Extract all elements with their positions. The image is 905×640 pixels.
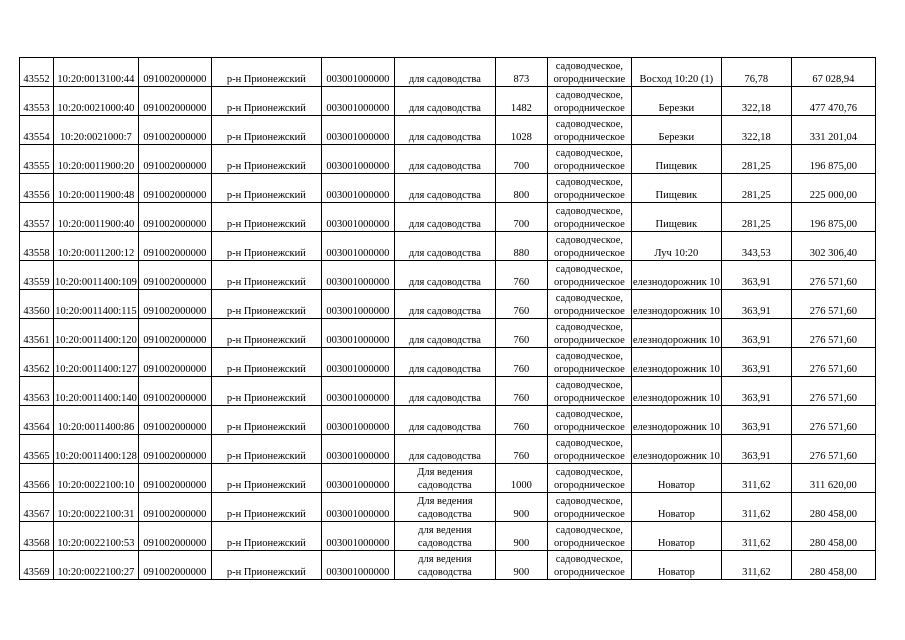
oktmo-code-cell: 003001000000 [321, 493, 394, 522]
okato-code-cell: 091002000000 [138, 261, 211, 290]
permitted-use-cell [394, 87, 495, 116]
table-row [20, 290, 876, 319]
land-category-line-2: огородническое [553, 509, 625, 520]
permitted-use-line-2: садоводства [417, 538, 472, 549]
land-category-cell [547, 232, 631, 261]
permitted-use-line-2: для садоводства [408, 103, 481, 114]
district-name-cell: р-н Прионежский [211, 203, 321, 232]
land-category-line-1: садоводческое, [555, 119, 624, 130]
land-category-cell [547, 377, 631, 406]
okato-code-cell: 091002000000 [138, 203, 211, 232]
permitted-use-line-2: для садоводства [408, 161, 481, 172]
cadastral-value-cell: 276 571,60 [791, 319, 875, 348]
land-category-line-1: садоводческое, [555, 351, 624, 362]
row-id-cell: 43567 [20, 493, 54, 522]
table-row [20, 87, 876, 116]
row-id-cell: 43568 [20, 522, 54, 551]
garden-association-cell [631, 348, 721, 377]
land-category-line-2: огородническое [553, 190, 625, 201]
garden-association-cell [631, 116, 721, 145]
district-name-cell: р-н Прионежский [211, 174, 321, 203]
garden-association-text: Новатор [657, 567, 695, 578]
oktmo-code-cell: 003001000000 [321, 87, 394, 116]
table-row [20, 145, 876, 174]
land-category-line-1: садоводческое, [555, 438, 624, 449]
district-name-cell: р-н Прионежский [211, 261, 321, 290]
oktmo-code-cell: 003001000000 [321, 348, 394, 377]
permitted-use-cell [394, 406, 495, 435]
cadastral-number-cell: 10:20:0022100:10 [54, 464, 139, 493]
permitted-use-cell [394, 290, 495, 319]
row-id-cell: 43553 [20, 87, 54, 116]
land-category-line-2: огородническое [553, 538, 625, 549]
garden-association-cell [631, 58, 721, 87]
plot-area-cell: 760 [495, 348, 547, 377]
cadastral-value-cell: 276 571,60 [791, 290, 875, 319]
land-category-line-1: садоводческое, [555, 264, 624, 275]
cadastral-number-cell: 10:20:0011400:120 [54, 319, 139, 348]
plot-area-cell: 760 [495, 290, 547, 319]
okato-code-cell: 091002000000 [138, 116, 211, 145]
permitted-use-cell [394, 58, 495, 87]
row-id-cell: 43561 [20, 319, 54, 348]
land-category-cell [547, 406, 631, 435]
okato-code-cell: 091002000000 [138, 551, 211, 580]
permitted-use-cell [394, 232, 495, 261]
cadastral-value-cell: 196 875,00 [791, 203, 875, 232]
cadastral-value-cell: 302 306,40 [791, 232, 875, 261]
permitted-use-line-2: для садоводства [408, 74, 481, 85]
cadastral-number-cell: 10:20:0011400:109 [54, 261, 139, 290]
permitted-use-cell [394, 551, 495, 580]
garden-association-text: Восход 10:20 (1) [639, 74, 714, 85]
oktmo-code-cell: 003001000000 [321, 435, 394, 464]
row-id-cell: 43552 [20, 58, 54, 87]
land-category-line-1: садоводческое, [555, 554, 624, 565]
district-name-cell: р-н Прионежский [211, 551, 321, 580]
cadastral-number-cell: 10:20:0021000:7 [54, 116, 139, 145]
table-row [20, 435, 876, 464]
permitted-use-cell [394, 522, 495, 551]
specific-value-cell: 281,25 [721, 174, 791, 203]
plot-area-cell: 700 [495, 203, 547, 232]
garden-association-cell [631, 406, 721, 435]
oktmo-code-cell: 003001000000 [321, 377, 394, 406]
garden-association-text: Пищевик [655, 219, 698, 230]
cadastral-number-cell: 10:20:0021000:40 [54, 87, 139, 116]
plot-area-cell: 1000 [495, 464, 547, 493]
permitted-use-line-2: для садоводства [408, 277, 481, 288]
specific-value-cell: 281,25 [721, 145, 791, 174]
table-row [20, 58, 876, 87]
garden-association-cell [631, 464, 721, 493]
garden-association-cell [631, 87, 721, 116]
specific-value-cell: 322,18 [721, 87, 791, 116]
okato-code-cell: 091002000000 [138, 377, 211, 406]
oktmo-code-cell: 003001000000 [321, 290, 394, 319]
cadastral-number-cell: 10:20:0011400:127 [54, 348, 139, 377]
table-row [20, 406, 876, 435]
permitted-use-line-2: садоводства [417, 480, 472, 491]
row-id-cell: 43569 [20, 551, 54, 580]
land-category-cell [547, 348, 631, 377]
land-category-cell [547, 58, 631, 87]
land-category-cell [547, 522, 631, 551]
land-plots-table [19, 57, 876, 580]
permitted-use-line-1: Для ведения [417, 467, 473, 478]
cadastral-number-cell: 10:20:0022100:27 [54, 551, 139, 580]
specific-value-cell: 363,91 [721, 319, 791, 348]
specific-value-cell: 363,91 [721, 406, 791, 435]
district-name-cell: р-н Прионежский [211, 58, 321, 87]
land-category-cell [547, 203, 631, 232]
cadastral-value-cell: 276 571,60 [791, 348, 875, 377]
permitted-use-line-2: садоводства [417, 567, 472, 578]
okato-code-cell: 091002000000 [138, 464, 211, 493]
permitted-use-cell [394, 348, 495, 377]
land-category-line-1: садоводческое, [555, 61, 624, 72]
cadastral-number-cell: 10:20:0022100:53 [54, 522, 139, 551]
cadastral-number-cell: 10:20:0011900:20 [54, 145, 139, 174]
okato-code-cell: 091002000000 [138, 174, 211, 203]
garden-association-cell [631, 232, 721, 261]
permitted-use-cell [394, 116, 495, 145]
specific-value-cell: 363,91 [721, 290, 791, 319]
cadastral-number-cell: 10:20:0011400:86 [54, 406, 139, 435]
garden-association-text: Новатор [657, 509, 695, 520]
table-row [20, 174, 876, 203]
district-name-cell: р-н Прионежский [211, 493, 321, 522]
cadastral-value-cell: 225 000,00 [791, 174, 875, 203]
oktmo-code-cell: 003001000000 [321, 406, 394, 435]
row-id-cell: 43564 [20, 406, 54, 435]
land-category-line-2: огородническое [553, 161, 625, 172]
permitted-use-cell [394, 493, 495, 522]
okato-code-cell: 091002000000 [138, 522, 211, 551]
permitted-use-line-1: Для ведения [417, 496, 473, 507]
cadastral-value-cell: 276 571,60 [791, 261, 875, 290]
row-id-cell: 43563 [20, 377, 54, 406]
district-name-cell: р-н Прионежский [211, 145, 321, 174]
cadastral-value-cell: 280 458,00 [791, 493, 875, 522]
garden-association-cell [631, 261, 721, 290]
table-row [20, 319, 876, 348]
cadastral-number-cell: 10:20:0022100:31 [54, 493, 139, 522]
garden-association-text: елезнодорожник 10 [632, 422, 720, 433]
cadastral-value-cell: 196 875,00 [791, 145, 875, 174]
permitted-use-line-2: для садоводства [408, 132, 481, 143]
specific-value-cell: 363,91 [721, 348, 791, 377]
district-name-cell: р-н Прионежский [211, 406, 321, 435]
land-category-cell [547, 551, 631, 580]
cadastral-number-cell: 10:20:0011900:40 [54, 203, 139, 232]
land-category-line-1: садоводческое, [555, 90, 624, 101]
permitted-use-line-2: для садоводства [408, 393, 481, 404]
table-row [20, 261, 876, 290]
district-name-cell: р-н Прионежский [211, 348, 321, 377]
land-category-line-2: огородническое [553, 103, 625, 114]
oktmo-code-cell: 003001000000 [321, 232, 394, 261]
land-category-cell [547, 174, 631, 203]
cadastral-value-cell: 67 028,94 [791, 58, 875, 87]
okato-code-cell: 091002000000 [138, 290, 211, 319]
garden-association-text: Березки [658, 132, 695, 143]
cadastral-value-cell: 276 571,60 [791, 406, 875, 435]
permitted-use-line-2: для садоводства [408, 219, 481, 230]
garden-association-cell [631, 145, 721, 174]
okato-code-cell: 091002000000 [138, 58, 211, 87]
plot-area-cell: 760 [495, 319, 547, 348]
oktmo-code-cell: 003001000000 [321, 522, 394, 551]
land-category-line-2: огородническое [553, 451, 625, 462]
table-row [20, 348, 876, 377]
land-category-line-2: огородническое [553, 567, 625, 578]
district-name-cell: р-н Прионежский [211, 319, 321, 348]
permitted-use-cell [394, 174, 495, 203]
permitted-use-line-2: для садоводства [408, 451, 481, 462]
okato-code-cell: 091002000000 [138, 348, 211, 377]
oktmo-code-cell: 003001000000 [321, 116, 394, 145]
land-category-line-1: садоводческое, [555, 293, 624, 304]
permitted-use-line-1: для ведения [418, 525, 472, 536]
table-row [20, 493, 876, 522]
plot-area-cell: 900 [495, 522, 547, 551]
plot-area-cell: 700 [495, 145, 547, 174]
permitted-use-cell [394, 319, 495, 348]
specific-value-cell: 76,78 [721, 58, 791, 87]
land-category-line-1: садоводческое, [555, 322, 624, 333]
row-id-cell: 43560 [20, 290, 54, 319]
land-category-line-2: огородническое [553, 364, 625, 375]
garden-association-cell [631, 377, 721, 406]
district-name-cell: р-н Прионежский [211, 290, 321, 319]
row-id-cell: 43555 [20, 145, 54, 174]
okato-code-cell: 091002000000 [138, 319, 211, 348]
permitted-use-line-2: для садоводства [408, 190, 481, 201]
row-id-cell: 43562 [20, 348, 54, 377]
land-category-line-2: огородническое [553, 480, 625, 491]
row-id-cell: 43565 [20, 435, 54, 464]
garden-association-text: елезнодорожник 10 [632, 393, 720, 404]
land-category-cell [547, 319, 631, 348]
cadastral-value-cell: 331 201,04 [791, 116, 875, 145]
oktmo-code-cell: 003001000000 [321, 319, 394, 348]
permitted-use-cell [394, 464, 495, 493]
cadastral-value-cell: 311 620,00 [791, 464, 875, 493]
row-id-cell: 43556 [20, 174, 54, 203]
garden-association-text: Новатор [657, 538, 695, 549]
oktmo-code-cell: 003001000000 [321, 551, 394, 580]
okato-code-cell: 091002000000 [138, 435, 211, 464]
specific-value-cell: 311,62 [721, 522, 791, 551]
table-row [20, 232, 876, 261]
permitted-use-line-1: для ведения [418, 554, 472, 565]
table-row [20, 377, 876, 406]
land-category-line-2: огородническое [553, 306, 625, 317]
specific-value-cell: 311,62 [721, 464, 791, 493]
land-category-line-1: садоводческое, [555, 235, 624, 246]
row-id-cell: 43559 [20, 261, 54, 290]
garden-association-text: Пищевик [655, 161, 698, 172]
land-category-line-1: садоводческое, [555, 525, 624, 536]
specific-value-cell: 311,62 [721, 551, 791, 580]
specific-value-cell: 343,53 [721, 232, 791, 261]
land-category-cell [547, 493, 631, 522]
land-category-line-1: садоводческое, [555, 380, 624, 391]
plot-area-cell: 760 [495, 435, 547, 464]
land-category-line-1: садоводческое, [555, 496, 624, 507]
row-id-cell: 43566 [20, 464, 54, 493]
permitted-use-line-2: для садоводства [408, 306, 481, 317]
land-category-line-2: огороднические [553, 74, 626, 85]
garden-association-text: елезнодорожник 10 [632, 335, 720, 346]
land-category-line-1: садоводческое, [555, 206, 624, 217]
oktmo-code-cell: 003001000000 [321, 174, 394, 203]
land-category-cell [547, 290, 631, 319]
permitted-use-cell [394, 377, 495, 406]
specific-value-cell: 363,91 [721, 435, 791, 464]
cadastral-number-cell: 10:20:0011200:12 [54, 232, 139, 261]
cadastral-number-cell: 10:20:0011900:48 [54, 174, 139, 203]
cadastral-value-cell: 276 571,60 [791, 435, 875, 464]
permitted-use-cell [394, 261, 495, 290]
garden-association-text: Березки [658, 103, 695, 114]
oktmo-code-cell: 003001000000 [321, 261, 394, 290]
district-name-cell: р-н Прионежский [211, 116, 321, 145]
district-name-cell: р-н Прионежский [211, 435, 321, 464]
permitted-use-line-2: садоводства [417, 509, 472, 520]
garden-association-cell [631, 319, 721, 348]
specific-value-cell: 281,25 [721, 203, 791, 232]
garden-association-cell [631, 522, 721, 551]
garden-association-cell [631, 435, 721, 464]
permitted-use-line-2: для садоводства [408, 248, 481, 259]
garden-association-cell [631, 290, 721, 319]
garden-association-text: Новатор [657, 480, 695, 491]
land-category-line-2: огородническое [553, 219, 625, 230]
land-category-cell [547, 116, 631, 145]
plot-area-cell: 900 [495, 493, 547, 522]
land-category-line-1: садоводческое, [555, 148, 624, 159]
garden-association-cell [631, 493, 721, 522]
specific-value-cell: 363,91 [721, 261, 791, 290]
land-category-line-2: огородническое [553, 393, 625, 404]
plot-area-cell: 873 [495, 58, 547, 87]
land-category-line-2: огородническое [553, 335, 625, 346]
row-id-cell: 43554 [20, 116, 54, 145]
garden-association-cell [631, 203, 721, 232]
land-category-line-2: огородническое [553, 248, 625, 259]
land-category-line-2: огородническое [553, 132, 625, 143]
okato-code-cell: 091002000000 [138, 145, 211, 174]
oktmo-code-cell: 003001000000 [321, 464, 394, 493]
row-id-cell: 43558 [20, 232, 54, 261]
permitted-use-cell [394, 435, 495, 464]
okato-code-cell: 091002000000 [138, 232, 211, 261]
table-row [20, 522, 876, 551]
land-category-line-1: садоводческое, [555, 409, 624, 420]
garden-association-text: Луч 10:20 [654, 248, 699, 259]
cadastral-number-cell: 10:20:0011400:140 [54, 377, 139, 406]
oktmo-code-cell: 003001000000 [321, 203, 394, 232]
district-name-cell: р-н Прионежский [211, 522, 321, 551]
permitted-use-line-2: для садоводства [408, 364, 481, 375]
oktmo-code-cell: 003001000000 [321, 58, 394, 87]
table-row [20, 203, 876, 232]
garden-association-text: елезнодорожник 10 [632, 451, 720, 462]
cadastral-value-cell: 280 458,00 [791, 551, 875, 580]
table-row [20, 551, 876, 580]
specific-value-cell: 311,62 [721, 493, 791, 522]
garden-association-text: елезнодорожник 10 [632, 277, 720, 288]
oktmo-code-cell: 003001000000 [321, 145, 394, 174]
plot-area-cell: 1482 [495, 87, 547, 116]
permitted-use-line-2: для садоводства [408, 422, 481, 433]
cadastral-value-cell: 280 458,00 [791, 522, 875, 551]
plot-area-cell: 760 [495, 261, 547, 290]
cadastral-number-cell: 10:20:0011400:128 [54, 435, 139, 464]
land-category-line-1: садоводческое, [555, 467, 624, 478]
garden-association-text: елезнодорожник 10 [632, 306, 720, 317]
garden-association-cell [631, 174, 721, 203]
okato-code-cell: 091002000000 [138, 493, 211, 522]
plot-area-cell: 900 [495, 551, 547, 580]
land-category-cell [547, 464, 631, 493]
district-name-cell: р-н Прионежский [211, 377, 321, 406]
cadastral-value-cell: 477 470,76 [791, 87, 875, 116]
plot-area-cell: 760 [495, 406, 547, 435]
permitted-use-cell [394, 145, 495, 174]
cadastral-number-cell: 10:20:0011400:115 [54, 290, 139, 319]
cadastral-value-cell: 276 571,60 [791, 377, 875, 406]
plot-area-cell: 880 [495, 232, 547, 261]
land-category-line-2: огородническое [553, 422, 625, 433]
specific-value-cell: 322,18 [721, 116, 791, 145]
land-category-cell [547, 87, 631, 116]
land-category-line-2: огородническое [553, 277, 625, 288]
plot-area-cell: 760 [495, 377, 547, 406]
cadastral-number-cell: 10:20:0013100:44 [54, 58, 139, 87]
okato-code-cell: 091002000000 [138, 87, 211, 116]
land-category-line-1: садоводческое, [555, 177, 624, 188]
table-row [20, 116, 876, 145]
garden-association-text: елезнодорожник 10 [632, 364, 720, 375]
district-name-cell: р-н Прионежский [211, 87, 321, 116]
table-row [20, 464, 876, 493]
okato-code-cell: 091002000000 [138, 406, 211, 435]
plot-area-cell: 1028 [495, 116, 547, 145]
land-category-cell [547, 261, 631, 290]
plot-area-cell: 800 [495, 174, 547, 203]
row-id-cell: 43557 [20, 203, 54, 232]
district-name-cell: р-н Прионежский [211, 232, 321, 261]
land-category-cell [547, 145, 631, 174]
specific-value-cell: 363,91 [721, 377, 791, 406]
garden-association-text: Пищевик [655, 190, 698, 201]
permitted-use-line-2: для садоводства [408, 335, 481, 346]
garden-association-cell [631, 551, 721, 580]
district-name-cell: р-н Прионежский [211, 464, 321, 493]
permitted-use-cell [394, 203, 495, 232]
land-category-cell [547, 435, 631, 464]
